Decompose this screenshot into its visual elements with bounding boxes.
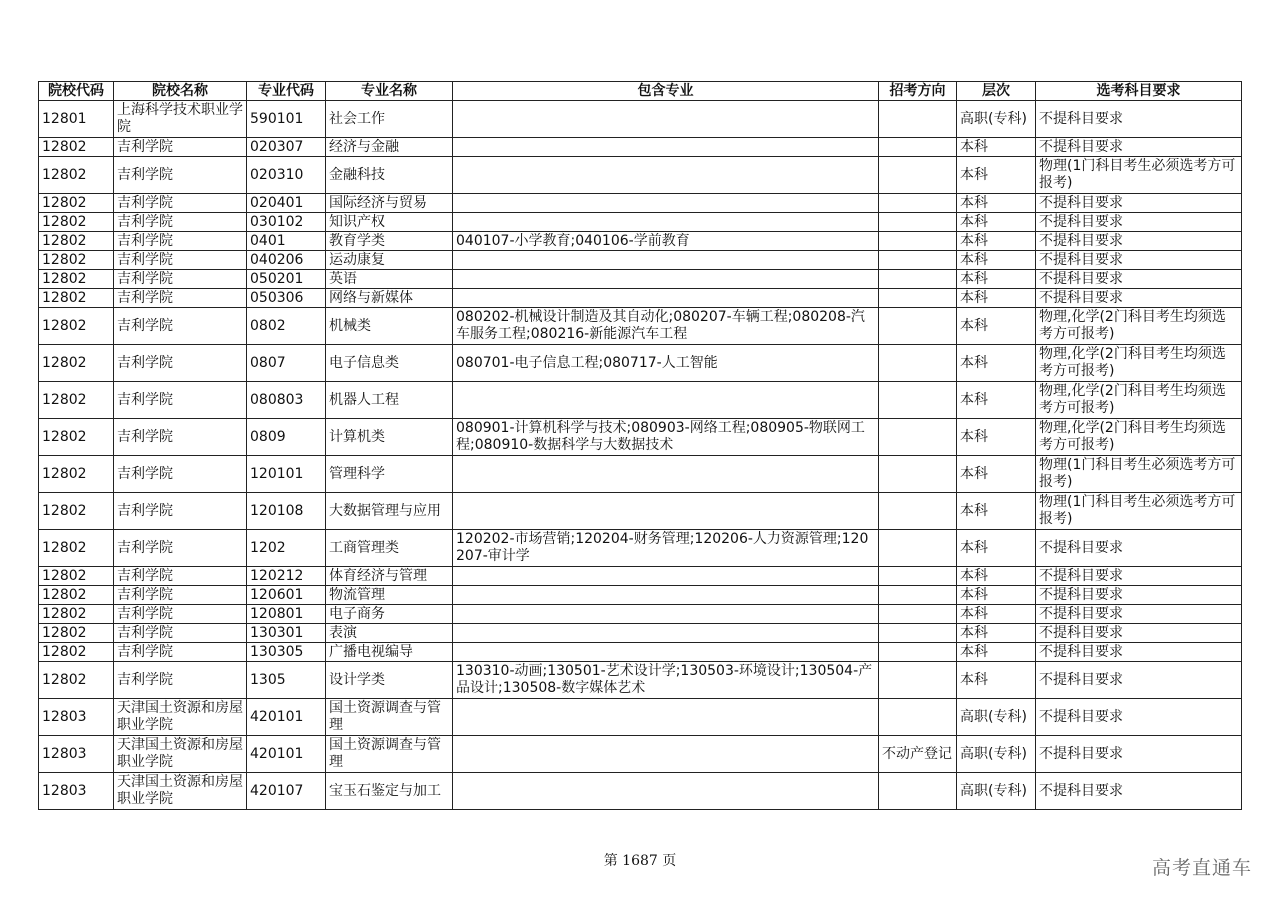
cell-major-name: 管理科学	[326, 456, 453, 493]
cell-school-name: 吉利学院	[114, 289, 247, 308]
cell-major-code: 030102	[247, 213, 326, 232]
cell-major-code: 050306	[247, 289, 326, 308]
table-row	[39, 289, 1242, 308]
cell-school-code: 12802	[39, 194, 114, 213]
cell-direction	[879, 289, 957, 308]
cell-direction	[879, 308, 957, 345]
cell-school-code: 12802	[39, 308, 114, 345]
cell-major-code: 120601	[247, 586, 326, 605]
cell-subject-requirement: 不提科目要求	[1036, 567, 1242, 586]
cell-school-name: 天津国土资源和房屋职业学院	[114, 736, 247, 773]
cell-major-name: 经济与金融	[326, 138, 453, 157]
cell-subject-requirement: 不提科目要求	[1036, 251, 1242, 270]
cell-subject-requirement: 物理(1门科目考生必须选考方可报考)	[1036, 493, 1242, 530]
cell-school-code: 12802	[39, 251, 114, 270]
table-row	[39, 773, 1242, 810]
cell-school-name: 吉利学院	[114, 213, 247, 232]
cell-major-code: 0807	[247, 345, 326, 382]
table-row	[39, 530, 1242, 567]
cell-major-code: 0802	[247, 308, 326, 345]
cell-school-name: 吉利学院	[114, 232, 247, 251]
cell-subject-requirement: 不提科目要求	[1036, 736, 1242, 773]
cell-school-code: 12802	[39, 232, 114, 251]
cell-level: 本科	[957, 138, 1036, 157]
cell-subject-requirement: 物理,化学(2门科目考生均须选考方可报考)	[1036, 382, 1242, 419]
cell-major-name: 社会工作	[326, 101, 453, 138]
cell-school-name: 吉利学院	[114, 586, 247, 605]
cell-major-name: 机械类	[326, 308, 453, 345]
cell-major-name: 国土资源调查与管理	[326, 736, 453, 773]
cell-subject-requirement: 物理,化学(2门科目考生均须选考方可报考)	[1036, 345, 1242, 382]
cell-included-majors	[453, 736, 879, 773]
cell-level: 本科	[957, 493, 1036, 530]
cell-included-majors	[453, 586, 879, 605]
table-row	[39, 138, 1242, 157]
table-body	[39, 101, 1242, 810]
cell-included-majors: 080202-机械设计制造及其自动化;080207-车辆工程;080208-汽车服务工程;080216-新能源汽车工程	[453, 308, 879, 345]
cell-major-name: 金融科技	[326, 157, 453, 194]
cell-major-name: 设计学类	[326, 662, 453, 699]
cell-school-code: 12802	[39, 567, 114, 586]
cell-school-name: 吉利学院	[114, 194, 247, 213]
cell-direction	[879, 605, 957, 624]
cell-level: 本科	[957, 194, 1036, 213]
cell-major-name: 电子信息类	[326, 345, 453, 382]
cell-school-code: 12802	[39, 382, 114, 419]
cell-level: 本科	[957, 419, 1036, 456]
cell-included-majors	[453, 605, 879, 624]
cell-major-code: 420107	[247, 773, 326, 810]
cell-included-majors	[453, 289, 879, 308]
cell-school-code: 12802	[39, 289, 114, 308]
cell-major-code: 130305	[247, 643, 326, 662]
cell-subject-requirement: 不提科目要求	[1036, 270, 1242, 289]
cell-level: 本科	[957, 345, 1036, 382]
cell-school-name: 天津国土资源和房屋职业学院	[114, 773, 247, 810]
cell-major-name: 体育经济与管理	[326, 567, 453, 586]
cell-school-name: 吉利学院	[114, 382, 247, 419]
cell-major-name: 工商管理类	[326, 530, 453, 567]
cell-direction	[879, 456, 957, 493]
cell-direction	[879, 773, 957, 810]
cell-school-name: 吉利学院	[114, 308, 247, 345]
cell-school-name: 天津国土资源和房屋职业学院	[114, 699, 247, 736]
cell-major-name: 广播电视编导	[326, 643, 453, 662]
cell-direction	[879, 699, 957, 736]
cell-school-name: 上海科学技术职业学院	[114, 101, 247, 138]
cell-subject-requirement: 不提科目要求	[1036, 138, 1242, 157]
cell-major-name: 表演	[326, 624, 453, 643]
cell-direction	[879, 251, 957, 270]
cell-school-code: 12802	[39, 270, 114, 289]
cell-direction	[879, 530, 957, 567]
cell-level: 本科	[957, 643, 1036, 662]
cell-major-code: 020401	[247, 194, 326, 213]
cell-included-majors: 130310-动画;130501-艺术设计学;130503-环境设计;130504-产品设计;130508-数字媒体艺术	[453, 662, 879, 699]
cell-school-name: 吉利学院	[114, 456, 247, 493]
cell-included-majors	[453, 493, 879, 530]
cell-school-code: 12802	[39, 586, 114, 605]
table-row	[39, 493, 1242, 530]
cell-included-majors	[453, 699, 879, 736]
cell-school-name: 吉利学院	[114, 419, 247, 456]
cell-major-code: 120801	[247, 605, 326, 624]
cell-major-code: 120212	[247, 567, 326, 586]
cell-included-majors	[453, 157, 879, 194]
cell-subject-requirement: 物理(1门科目考生必须选考方可报考)	[1036, 157, 1242, 194]
table-row	[39, 736, 1242, 773]
cell-direction	[879, 382, 957, 419]
cell-subject-requirement: 不提科目要求	[1036, 586, 1242, 605]
cell-level: 高职(专科)	[957, 773, 1036, 810]
cell-level: 本科	[957, 157, 1036, 194]
cell-direction	[879, 586, 957, 605]
table-row	[39, 194, 1242, 213]
table-row	[39, 699, 1242, 736]
cell-level: 本科	[957, 270, 1036, 289]
cell-school-code: 12803	[39, 736, 114, 773]
cell-subject-requirement: 不提科目要求	[1036, 232, 1242, 251]
cell-subject-requirement: 不提科目要求	[1036, 699, 1242, 736]
cell-major-name: 运动康复	[326, 251, 453, 270]
cell-school-code: 12803	[39, 773, 114, 810]
cell-level: 高职(专科)	[957, 101, 1036, 138]
cell-major-name: 宝玉石鉴定与加工	[326, 773, 453, 810]
cell-included-majors	[453, 773, 879, 810]
col-header-subject-requirement: 选考科目要求	[1036, 82, 1242, 101]
cell-school-name: 吉利学院	[114, 643, 247, 662]
col-header-direction: 招考方向	[879, 82, 957, 101]
watermark-text: 高考直通车	[1151, 857, 1252, 879]
cell-major-name: 大数据管理与应用	[326, 493, 453, 530]
table-row	[39, 567, 1242, 586]
cell-subject-requirement: 不提科目要求	[1036, 194, 1242, 213]
cell-level: 本科	[957, 382, 1036, 419]
cell-direction	[879, 157, 957, 194]
cell-included-majors	[453, 382, 879, 419]
cell-included-majors	[453, 194, 879, 213]
cell-level: 本科	[957, 662, 1036, 699]
cell-level: 本科	[957, 232, 1036, 251]
cell-direction	[879, 493, 957, 530]
cell-major-code: 590101	[247, 101, 326, 138]
cell-direction	[879, 194, 957, 213]
cell-major-code: 130301	[247, 624, 326, 643]
cell-school-name: 吉利学院	[114, 662, 247, 699]
cell-school-name: 吉利学院	[114, 138, 247, 157]
cell-included-majors	[453, 567, 879, 586]
cell-included-majors	[453, 643, 879, 662]
col-header-school-name: 院校名称	[114, 82, 247, 101]
cell-subject-requirement: 物理,化学(2门科目考生均须选考方可报考)	[1036, 308, 1242, 345]
cell-major-name: 计算机类	[326, 419, 453, 456]
cell-level: 本科	[957, 586, 1036, 605]
cell-direction	[879, 624, 957, 643]
cell-level: 高职(专科)	[957, 736, 1036, 773]
cell-included-majors	[453, 101, 879, 138]
cell-major-name: 教育学类	[326, 232, 453, 251]
cell-school-code: 12803	[39, 699, 114, 736]
table-row	[39, 643, 1242, 662]
cell-level: 本科	[957, 308, 1036, 345]
cell-school-name: 吉利学院	[114, 624, 247, 643]
cell-major-name: 国际经济与贸易	[326, 194, 453, 213]
cell-major-name: 英语	[326, 270, 453, 289]
table-row	[39, 308, 1242, 345]
cell-level: 本科	[957, 530, 1036, 567]
header-row	[39, 82, 1242, 101]
cell-major-name: 电子商务	[326, 605, 453, 624]
cell-subject-requirement: 不提科目要求	[1036, 530, 1242, 567]
cell-school-code: 12802	[39, 493, 114, 530]
cell-major-code: 020310	[247, 157, 326, 194]
cell-major-code: 420101	[247, 699, 326, 736]
col-header-level: 层次	[957, 82, 1036, 101]
table-row	[39, 456, 1242, 493]
cell-school-code: 12802	[39, 138, 114, 157]
cell-direction	[879, 232, 957, 251]
cell-level: 本科	[957, 624, 1036, 643]
cell-school-code: 12802	[39, 662, 114, 699]
cell-school-name: 吉利学院	[114, 493, 247, 530]
cell-school-code: 12802	[39, 643, 114, 662]
cell-direction	[879, 101, 957, 138]
cell-major-code: 040206	[247, 251, 326, 270]
cell-subject-requirement: 不提科目要求	[1036, 662, 1242, 699]
table-row	[39, 382, 1242, 419]
cell-subject-requirement: 不提科目要求	[1036, 101, 1242, 138]
table-row	[39, 213, 1242, 232]
cell-school-code: 12802	[39, 213, 114, 232]
table-row	[39, 157, 1242, 194]
cell-subject-requirement: 不提科目要求	[1036, 605, 1242, 624]
cell-included-majors	[453, 138, 879, 157]
table-row	[39, 232, 1242, 251]
cell-major-code: 020307	[247, 138, 326, 157]
cell-direction	[879, 138, 957, 157]
cell-included-majors: 080701-电子信息工程;080717-人工智能	[453, 345, 879, 382]
table-row	[39, 419, 1242, 456]
cell-school-name: 吉利学院	[114, 530, 247, 567]
cell-major-code: 0809	[247, 419, 326, 456]
cell-school-code: 12801	[39, 101, 114, 138]
cell-subject-requirement: 物理(1门科目考生必须选考方可报考)	[1036, 456, 1242, 493]
cell-direction	[879, 213, 957, 232]
table-row	[39, 662, 1242, 699]
table-row	[39, 624, 1242, 643]
cell-subject-requirement: 不提科目要求	[1036, 213, 1242, 232]
cell-level: 本科	[957, 289, 1036, 308]
cell-school-code: 12802	[39, 605, 114, 624]
cell-school-name: 吉利学院	[114, 345, 247, 382]
cell-level: 本科	[957, 456, 1036, 493]
cell-included-majors	[453, 270, 879, 289]
cell-level: 本科	[957, 251, 1036, 270]
cell-included-majors	[453, 624, 879, 643]
cell-major-name: 机器人工程	[326, 382, 453, 419]
cell-direction: 不动产登记	[879, 736, 957, 773]
table-row	[39, 605, 1242, 624]
cell-direction	[879, 643, 957, 662]
cell-direction	[879, 662, 957, 699]
cell-level: 本科	[957, 605, 1036, 624]
table-row	[39, 586, 1242, 605]
cell-included-majors: 040107-小学教育;040106-学前教育	[453, 232, 879, 251]
cell-included-majors: 080901-计算机科学与技术;080903-网络工程;080905-物联网工程;080910-数据科学与大数据技术	[453, 419, 879, 456]
cell-direction	[879, 270, 957, 289]
cell-subject-requirement: 不提科目要求	[1036, 643, 1242, 662]
cell-subject-requirement: 不提科目要求	[1036, 624, 1242, 643]
cell-level: 本科	[957, 567, 1036, 586]
cell-major-code: 120108	[247, 493, 326, 530]
table-row	[39, 251, 1242, 270]
cell-major-code: 120101	[247, 456, 326, 493]
cell-major-name: 网络与新媒体	[326, 289, 453, 308]
cell-major-code: 0401	[247, 232, 326, 251]
cell-included-majors	[453, 456, 879, 493]
cell-school-name: 吉利学院	[114, 251, 247, 270]
col-header-included-majors: 包含专业	[453, 82, 879, 101]
cell-major-code: 1202	[247, 530, 326, 567]
cell-school-code: 12802	[39, 456, 114, 493]
col-header-major-code: 专业代码	[247, 82, 326, 101]
cell-subject-requirement: 不提科目要求	[1036, 289, 1242, 308]
admission-table	[38, 81, 1242, 810]
col-header-major-name: 专业名称	[326, 82, 453, 101]
cell-subject-requirement: 不提科目要求	[1036, 773, 1242, 810]
cell-school-code: 12802	[39, 345, 114, 382]
table-row	[39, 345, 1242, 382]
cell-subject-requirement: 物理,化学(2门科目考生均须选考方可报考)	[1036, 419, 1242, 456]
cell-school-name: 吉利学院	[114, 270, 247, 289]
cell-direction	[879, 567, 957, 586]
cell-school-code: 12802	[39, 157, 114, 194]
cell-major-code: 420101	[247, 736, 326, 773]
cell-level: 高职(专科)	[957, 699, 1036, 736]
cell-major-name: 知识产权	[326, 213, 453, 232]
cell-major-code: 080803	[247, 382, 326, 419]
cell-direction	[879, 419, 957, 456]
cell-major-code: 050201	[247, 270, 326, 289]
cell-direction	[879, 345, 957, 382]
cell-included-majors	[453, 251, 879, 270]
cell-school-code: 12802	[39, 624, 114, 643]
col-header-school-code: 院校代码	[39, 82, 114, 101]
cell-included-majors: 120202-市场营销;120204-财务管理;120206-人力资源管理;120207-审计学	[453, 530, 879, 567]
cell-major-name: 物流管理	[326, 586, 453, 605]
cell-school-name: 吉利学院	[114, 567, 247, 586]
cell-major-name: 国土资源调查与管理	[326, 699, 453, 736]
cell-included-majors	[453, 213, 879, 232]
cell-school-code: 12802	[39, 530, 114, 567]
page-number: 第 1687 页	[603, 853, 677, 869]
table-row	[39, 270, 1242, 289]
cell-school-name: 吉利学院	[114, 157, 247, 194]
cell-school-name: 吉利学院	[114, 605, 247, 624]
cell-school-code: 12802	[39, 419, 114, 456]
cell-level: 本科	[957, 213, 1036, 232]
cell-major-code: 1305	[247, 662, 326, 699]
table-row	[39, 101, 1242, 138]
